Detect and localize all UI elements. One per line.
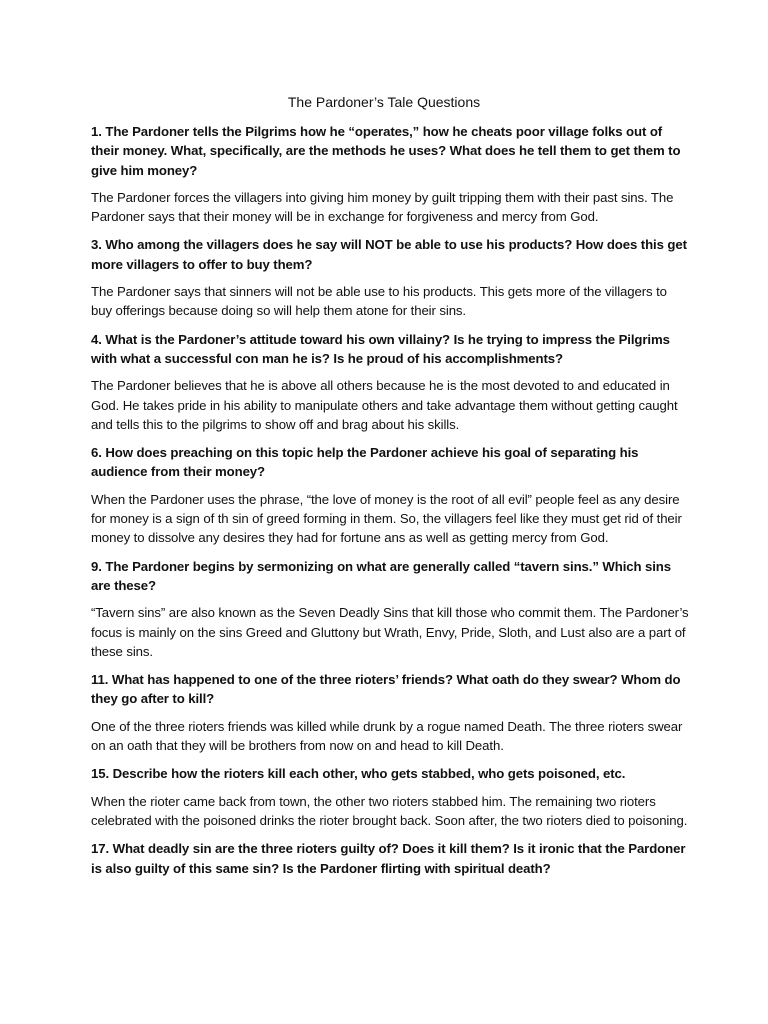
answer-3: The Pardoner says that sinners will not be able use to his products. This gets more of the villagers to buy offerings because doing so will help them atone for their sins. xyxy=(91,284,667,319)
question-15: 15. Describe how the rioters kill each other, who gets stabbed, who gets poisoned, etc. xyxy=(91,766,626,782)
document-title: The Pardoner’s Tale Questions xyxy=(287,94,481,110)
question-9: 9. The Pardoner begins by sermonizing on what are generally called “tavern sins.” Which sins are these? xyxy=(91,558,672,593)
qa-item-1 xyxy=(91,122,691,226)
answer-4: The Pardoner believes that he is above all others because he is the most devoted to and educated in God. He takes pride in his ability to manipulate others and take advantage them without getting caught and tells this to the pilgrims to show off and brag about his skills. xyxy=(91,378,678,432)
qa-item-11 xyxy=(91,670,691,755)
question-11: 11. What has happened to one of the three rioters’ friends? What oath do they swear? Whom do they go after to kill? xyxy=(91,672,681,707)
qa-item-4 xyxy=(91,330,691,434)
qa-item-3 xyxy=(91,235,691,320)
question-17: 17. What deadly sin are the three rioters guilty of? Does it kill them? Is it ironic that the Pardoner is also guilty of this same sin? Is the Pardoner flirting with spiritual death? xyxy=(91,841,686,876)
qa-item-15 xyxy=(91,764,691,830)
answer-11: One of the three rioters friends was killed while drunk by a rogue named Death. The three rioters swear on an oath that they will be brothers from now on and head to kill Death. xyxy=(91,718,683,754)
qa-item-9 xyxy=(91,557,691,661)
answer-6: When the Pardoner uses the phrase, “the love of money is the root of all evil” people feel as any desire for money is a sign of th sin of greed forming in them. So, the villagers feel like they must get rid of their money to dissolve any desires they had for fortune ans as well as getting mercy from God. xyxy=(91,491,682,546)
answer-9: “Tavern sins” are also known as the Seven Deadly Sins that kill those who commit them. The Pardoner’s focus is mainly on the sins Greed and Gluttony but Wrath, Envy, Pride, Sloth, and Lust also are a part of these sins. xyxy=(91,605,689,659)
answer-15: When the rioter came back from town, the other two rioters stabbed him. The remaining two rioters celebrated with the poisoned drinks the rioter brought back. Soon after, the two rioters died to poisoning. xyxy=(91,793,688,828)
question-4: 4. What is the Pardoner’s attitude toward his own villainy? Is he trying to impress the Pilgrims with what a successful con man he is? Is he proud of his accomplishments? xyxy=(91,331,670,366)
question-6: 6. How does preaching on this topic help the Pardoner achieve his goal of separating his audience from their money? xyxy=(91,445,639,480)
qa-item-6 xyxy=(91,443,691,547)
question-1: 1. The Pardoner tells the Pilgrims how he “operates,” how he cheats poor village folks out of their money. What, specifically, are the methods he uses? What does he tell them to get them to give him money? xyxy=(91,124,681,178)
qa-item-17 xyxy=(91,839,691,878)
document-body xyxy=(91,122,691,886)
answer-1: The Pardoner forces the villagers into giving him money by guilt tripping them with their past sins. The Pardoner says that their money will be in exchange for forgiveness and mercy from God. xyxy=(91,189,674,225)
question-3: 3. Who among the villagers does he say will NOT be able to use his products? How does this get more villagers to offer to buy them? xyxy=(91,237,687,272)
